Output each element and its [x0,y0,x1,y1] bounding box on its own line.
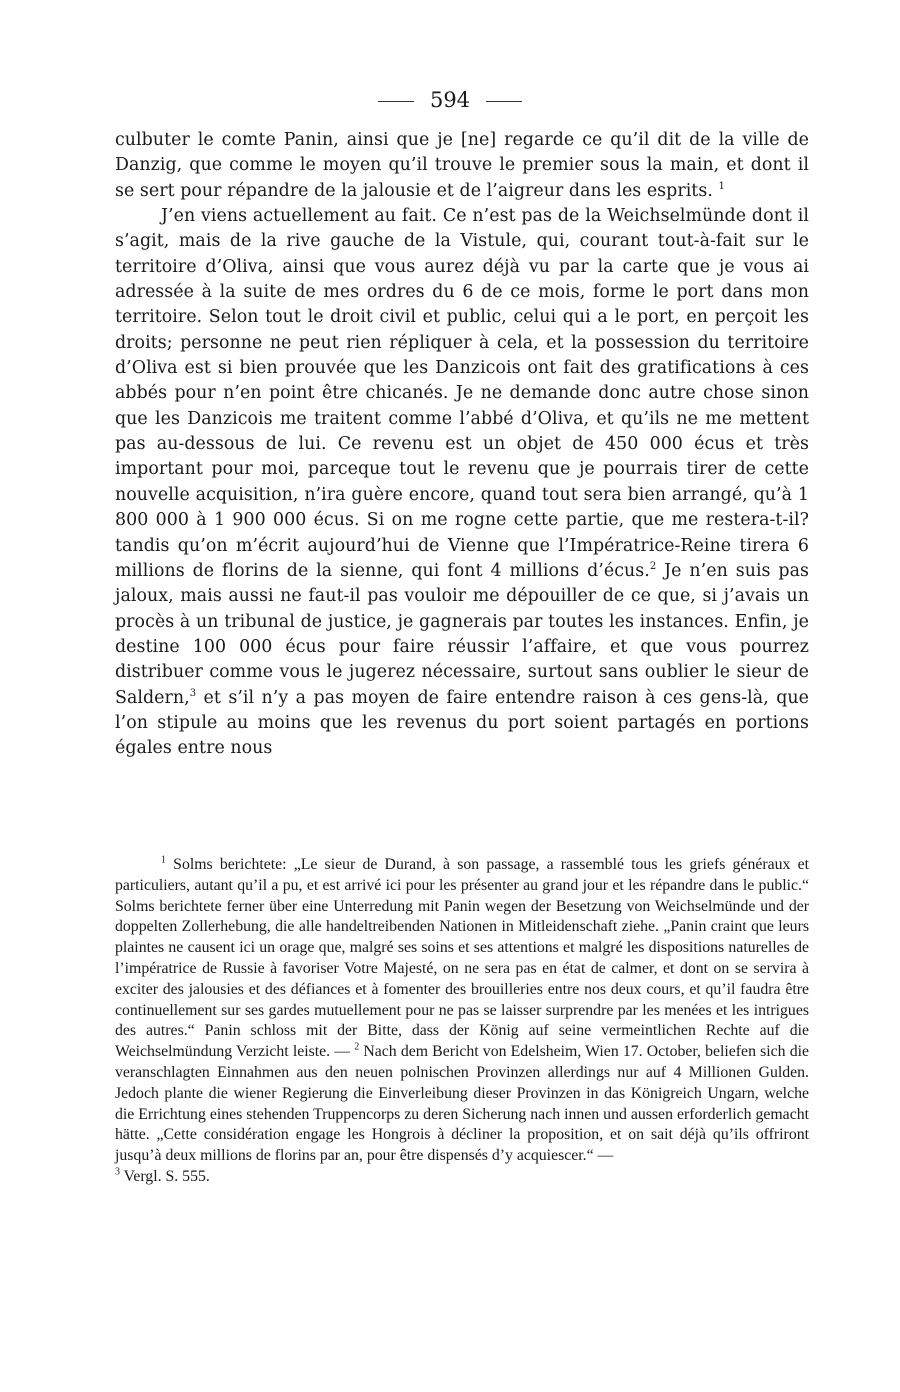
page-number [0,88,900,112]
main-paragraph-2-part-c: et s’il n’y a pas moyen de faire entendre raison à ces gens-là, que l’on stipule au moins que les revenus du port soient partagés en portions égales entre nous [115,687,809,759]
main-paragraph-1 [115,128,809,204]
footnote-3-marker: 3 [115,1166,120,1178]
footnote-2-marker: 2 [354,1041,360,1053]
footnote-1-marker: 1 [161,854,166,866]
page-number-right-rule [486,101,522,102]
footnote-ref-2: 2 [649,561,657,573]
footnote-3-text: Vergl. S. 555. [120,1167,210,1185]
main-paragraph-2-part-b: Je n’en suis pas jaloux, mais aussi ne faut-il pas vouloir me dépouiller de ce que, si j’avais un procès à un tribunal de justice, je gagnerais par toutes les instances. Enfin, je destine 100 000 écus pour faire réussir l’affaire, et que vous pourrez distribuer comme vous le jugerez nécessaire, surtout sans oublier le sieur de Saldern, [115,560,810,708]
footnote-1-text: Solms berichtete: „Le sieur de Durand, à son passage, a rassemblé tous les griefs généraux et particuliers, autant qu’il a pu, et est arrivé ici pour les présenter au grand jour et les répandre dans le public.“ Solms berichtete ferner über eine Unterredung mit Panin wegen der Besetzung von Weichselmünde und der doppelten Zollerhebung, die alle handeltreibenden Nationen in Mitleidenschaft ziehe. „Panin craint que leurs plaintes ne causent ici un orage que, malgré ses soins et ses attentions et malgré les dispositions naturelles de l’impératrice de Russie à favoriser Votre Majesté, on ne sera pas en état de calmer, et dont on se servira à exciter des jalousies et des défiances et à fomenter des brouilleries entre nos deux cours, et qu’il faudra être continuellement sur ses gardes mutuellement pour ne pas se laisser surprendre par les menées et les intrigues des autres.“ Panin schloss mit der Bitte, dass der König auf seine vermeintlichen Rechte auf die Weichselmündung Verzicht leiste. — [115,856,809,1061]
footnote-3 [115,1167,809,1188]
main-paragraph-1-text: culbuter le comte Panin, ainsi que je [ne] regarde ce qu’il dit de la ville de Danzig, que comme le moyen qu’il trouve le premier sous la main, et dont il se sert pour répandre de la jalousie et de l’aigreur dans les esprits. [115,130,809,201]
footnote-block [115,855,809,1167]
page-number-text: 594 [429,88,471,112]
page-number-left-rule [378,101,414,102]
main-paragraph-2 [115,204,809,762]
main-paragraph-2-part-a: J’en viens actuellement au fait. Ce n’est pas de la Weichselmünde dont il s’agit, mais de la rive gauche de la Vistule, qui, courant tout-à-fait sur le territoire d’Oliva, ainsi que vous aurez déjà vu par la carte que je vous ai adressée à la suite de mes ordres du 6 de ce mois, forme le port dans mon territoire. Selon tout le droit civil et public, celui qui a le port, en perçoit les droits; personne ne peut rien répliquer à cela, et la possession du territoire d’Oliva est si bien prouvée que les Danzicois ont fait des gratifications à ces abbés pour n’en point être chicanés. Je ne demande donc autre chose sinon que les Danzicois me traitent comme l’abbé d’Oliva, et qu’ils ne me mettent pas au-dessous de lui. Ce revenu est un objet de 450 000 écus et très important pour moi, parceque tout le revenu que je pourrais tirer de cette nouvelle acquisition, n’ira guère encore, quand tout sera bien arrangé, qu’à 1 800 000 à 1 900 000 écus. Si on me rogne cette partie, que me restera-t-il? tandis qu’on m’écrit aujourd’hui de Vienne que l’Impératrice-Reine tirera 6 millions de florins de la sienne, qui font 4 millions d’écus. [115,206,809,581]
main-text [115,128,809,762]
footnotes [115,855,809,1188]
footnote-ref-1: 1 [718,180,725,192]
footnote-2-text: Nach dem Bericht von Edelsheim, Wien 17. October, beliefen sich die veranschlagten Einnahmen aus den neuen polnischen Provinzen allerdings nur auf 4 Millionen Gulden. Jedoch plante die wiener Regierung die Einverleibung dieser Provinzen in das Königreich Ungarn, welche die Errichtung eines stehenden Truppencorps zu deren Sicherung nach innen und aussen erforderlich gemacht hätte. „Cette considération engage les Hongrois à décliner la proposition, et on sait déjà qu’ils offriront jusqu’à deux millions de florins par an, pour être dispensés d’y acquiescer.“ — [115,1043,810,1165]
footnote-ref-3: 3 [189,687,197,699]
